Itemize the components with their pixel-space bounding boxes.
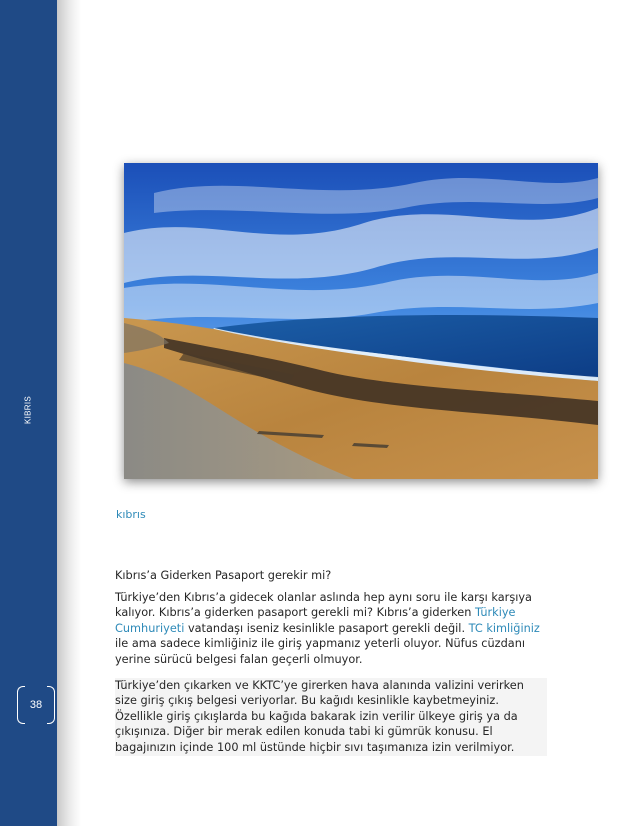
article-title: Kıbrıs’a Giderken Pasaport gerekir mi? — [115, 569, 332, 582]
photo-caption: kıbrıs — [116, 508, 146, 521]
page-number: 38 — [29, 699, 43, 711]
link-tc-kimlik[interactable]: TC kimliğiniz — [468, 621, 540, 635]
sidebar-section-label: KIBRIS — [23, 395, 33, 425]
beach-photo-icon — [124, 163, 598, 479]
paragraph-text: vatandaşı iseniz kesinlikle pasaport gerekli değil. — [184, 621, 469, 635]
page-number-badge — [17, 686, 55, 724]
paragraph-text: ile ama sadece kimliğiniz ile giriş yapmanız yeterli oluyor. Nüfus cüzdanı yerine sürücü belgesi falan geçerli olmuyor. — [115, 637, 525, 666]
beach-photo — [124, 163, 598, 479]
paragraph-text: Türkiye’den Kıbrıs’a gidecek olanlar aslında hep aynı soru ile karşı karşıya kalıyor. Kıbrıs’a giderken pasaport gerekli mi? Kıbrıs’a giderken — [115, 590, 532, 620]
article — [115, 568, 547, 756]
paragraph-passport — [115, 590, 547, 668]
paragraph-customs: Türkiye’den çıkarken ve KKTC’ye girerken hava alanında valizini verirken size giriş çıkış belgesi veriyorlar. Bu kağıdı kesinlikle kaybetmeyiniz. Özellikle giriş çıkışlarda bu kağıda bakarak izin verilir ülkeye giriş ya da çıkışınıza. Diğer bir merak edilen konuda tabi ki gümrük konusu. El bagajınızın içinde 100 ml üstünde hiçbir sıvı taşımanıza izin verilmiyor. — [115, 678, 547, 756]
link-turkiye-cumhuriyeti[interactable]: Türkiye Cumhuriyeti — [115, 606, 516, 635]
sidebar-shadow — [57, 0, 81, 826]
